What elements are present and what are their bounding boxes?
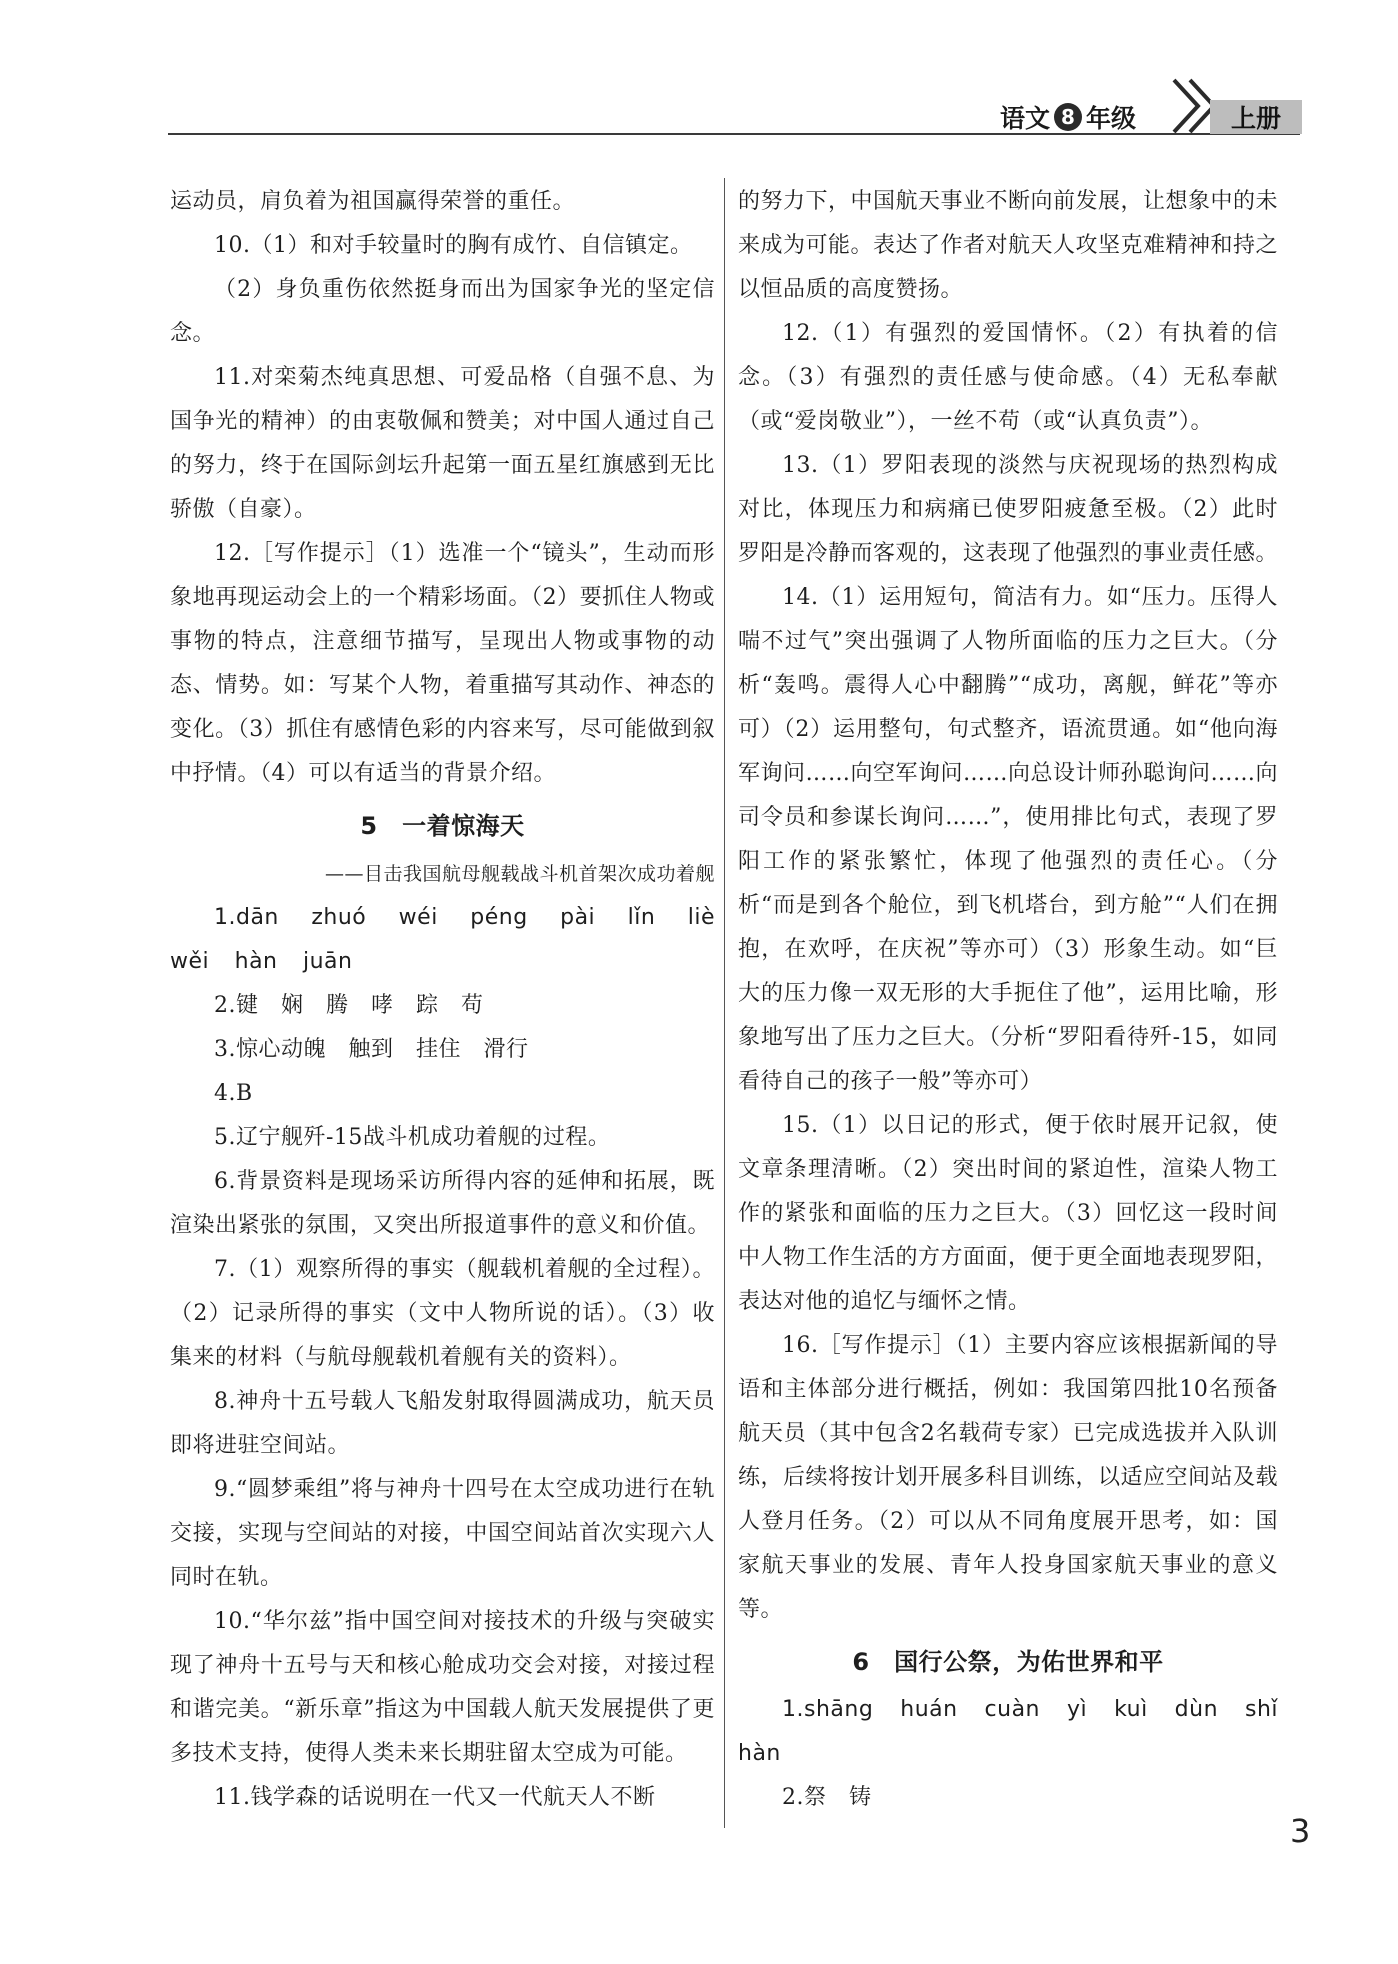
section-title: 6 国行公祭，为佑世界和平 bbox=[852, 1648, 1164, 1676]
answer-paragraph: 9.“圆梦乘组”将与神舟十四号在太空成功进行在轨交接，实现与空间站的对接，中国空间站首次实现六人同时在轨。 bbox=[170, 1477, 715, 1590]
grade-suffix: 年级 bbox=[1086, 104, 1137, 133]
answer-paragraph: 16.［写作提示］（1）主要内容应该根据新闻的导语和主体部分进行概括，例如：我国第四批10名预备航天员（其中包含2名载荷专家）已完成选拔并入队训练，后续将按计划开展多科目训练，以适应空间站及载人登月任务。（2）可以从不同角度展开思考，如：国家航天事业的发展、青年人投身国家航天事业的意义等。 bbox=[738, 1333, 1279, 1622]
pinyin-answer: 1.shāng huán cuàn yì kuì dùn shǐ hàn bbox=[738, 1697, 1278, 1766]
answer-paragraph: 10.“华尔兹”指中国空间对接技术的升级与突破实现了神舟十五号与天和核心舱成功交会对接，对接过程和谐完美。“新乐章”指这为中国载人航天发展提供了更多技术支持，使得人类未来长期驻留太空成为可能。 bbox=[170, 1609, 715, 1766]
answer-paragraph: 10.（1）和对手较量时的胸有成竹、自信镇定。 bbox=[214, 233, 693, 258]
volume-label: 上册 bbox=[1230, 104, 1281, 133]
answer-paragraph: 2.键 娴 腾 哮 踪 苟 bbox=[214, 993, 484, 1018]
header-subject-grade bbox=[1000, 98, 1136, 136]
volume-tab bbox=[1210, 100, 1302, 134]
grade-number-badge: 8 bbox=[1054, 103, 1082, 131]
section-title: 5 一着惊海天 bbox=[360, 812, 525, 840]
answer-paragraph: 2.祭 铸 bbox=[782, 1785, 872, 1810]
answer-paragraph: 13.（1）罗阳表现的淡然与庆祝现场的热烈构成对比，体现压力和病痛已使罗阳疲惫至极。（2）此时罗阳是冷静而客观的，这表现了他强烈的事业责任感。 bbox=[738, 453, 1279, 566]
section-subtitle: ——目击我国航母舰载战斗机首架次成功着舰 bbox=[324, 863, 715, 885]
answer-paragraph: 3.惊心动魄 触到 挂住 滑行 bbox=[214, 1037, 529, 1062]
answer-paragraph: 14.（1）运用短句，简洁有力。如“压力。压得人喘不过气”突出强调了人物所面临的压力之巨大。（分析“轰鸣。震得人心中翻腾”“成功，离舰，鲜花”等亦可）（2）运用整句，句式整齐，语流贯通。如“他向海军询问……向空军询问……向总设计师孙聪询问……向司令员和参谋长询问……”，使用排比句式，表现了罗阳工作的紧张繁忙，体现了他强烈的责任心。（分析“而是到各个舱位，到飞机塔台，到方舱”“人们在拥抱，在欢呼，在庆祝”等亦可）（3）形象生动。如“巨大的压力像一双无形的大手扼住了他”，运用比喻，形象地写出了压力之巨大。（分析“罗阳看待歼-15，如同看待自己的孩子一般”等亦可） bbox=[738, 585, 1279, 1094]
answer-paragraph: （2）身负重伤依然挺身而出为国家争光的坚定信念。 bbox=[170, 277, 715, 346]
answer-paragraph: 7.（1）观察所得的事实（舰载机着舰的全过程）。（2）记录所得的事实（文中人物所说的话）。（3）收集来的材料（与航母舰载机着舰有关的资料）。 bbox=[170, 1257, 715, 1370]
answer-paragraph: 15.（1）以日记的形式，便于依时展开记叙，使文章条理清晰。（2）突出时间的紧迫性，渲染人物工作的紧张和面临的压力之巨大。（3）回忆这一段时间中人物工作生活的方方面面，便于更全面地表现罗阳，表达对他的追忆与缅怀之情。 bbox=[738, 1113, 1279, 1314]
answer-paragraph: 11.对栾菊杰纯真思想、可爱品格（自强不息、为国争光的精神）的由衷敬佩和赞美；对中国人通过自己的努力，终于在国际剑坛升起第一面五星红旗感到无比骄傲（自豪）。 bbox=[170, 365, 715, 522]
answer-paragraph: 12.［写作提示］（1）选准一个“镜头”，生动而形象地再现运动会上的一个精彩场面。（2）要抓住人物或事物的特点，注意细节描写，呈现出人物或事物的动态、情势。如：写某个人物，着重描写其动作、神态的变化。（3）抓住有感情色彩的内容来写，尽可能做到叙中抒情。（4）可以有适当的背景介绍。 bbox=[170, 541, 715, 786]
column-divider bbox=[724, 178, 725, 1828]
answer-paragraph: 的努力下，中国航天事业不断向前发展，让想象中的未来成为可能。表达了作者对航天人攻坚克难精神和持之以恒品质的高度赞扬。 bbox=[738, 189, 1279, 302]
subject-label: 语文 bbox=[1000, 104, 1051, 133]
answer-paragraph: 8.神舟十五号载人飞船发射取得圆满成功，航天员即将进驻空间站。 bbox=[170, 1389, 715, 1458]
answer-paragraph: 6.背景资料是现场采访所得内容的延伸和拓展，既渲染出紧张的氛围，又突出所报道事件的意义和价值。 bbox=[170, 1169, 715, 1238]
answer-paragraph: 12.（1）有强烈的爱国情怀。（2）有执着的信念。（3）有强烈的责任感与使命感。（4）无私奉献（或“爱岗敬业”），一丝不苟（或“认真负责”）。 bbox=[738, 321, 1278, 434]
answer-paragraph: 运动员，肩负着为祖国赢得荣誉的重任。 bbox=[170, 189, 576, 214]
answer-paragraph: 11.钱学森的话说明在一代又一代航天人不断 bbox=[214, 1785, 656, 1810]
pinyin-answer: 1.dān zhuó wéi péng pài lǐn liè wěi hàn juān bbox=[170, 905, 715, 974]
answer-paragraph: 4.B bbox=[214, 1081, 253, 1106]
right-column bbox=[738, 180, 1278, 1820]
page-number: 3 bbox=[1290, 1812, 1311, 1850]
answer-paragraph: 5.辽宁舰歼-15战斗机成功着舰的过程。 bbox=[214, 1125, 611, 1150]
left-column bbox=[170, 180, 715, 1820]
